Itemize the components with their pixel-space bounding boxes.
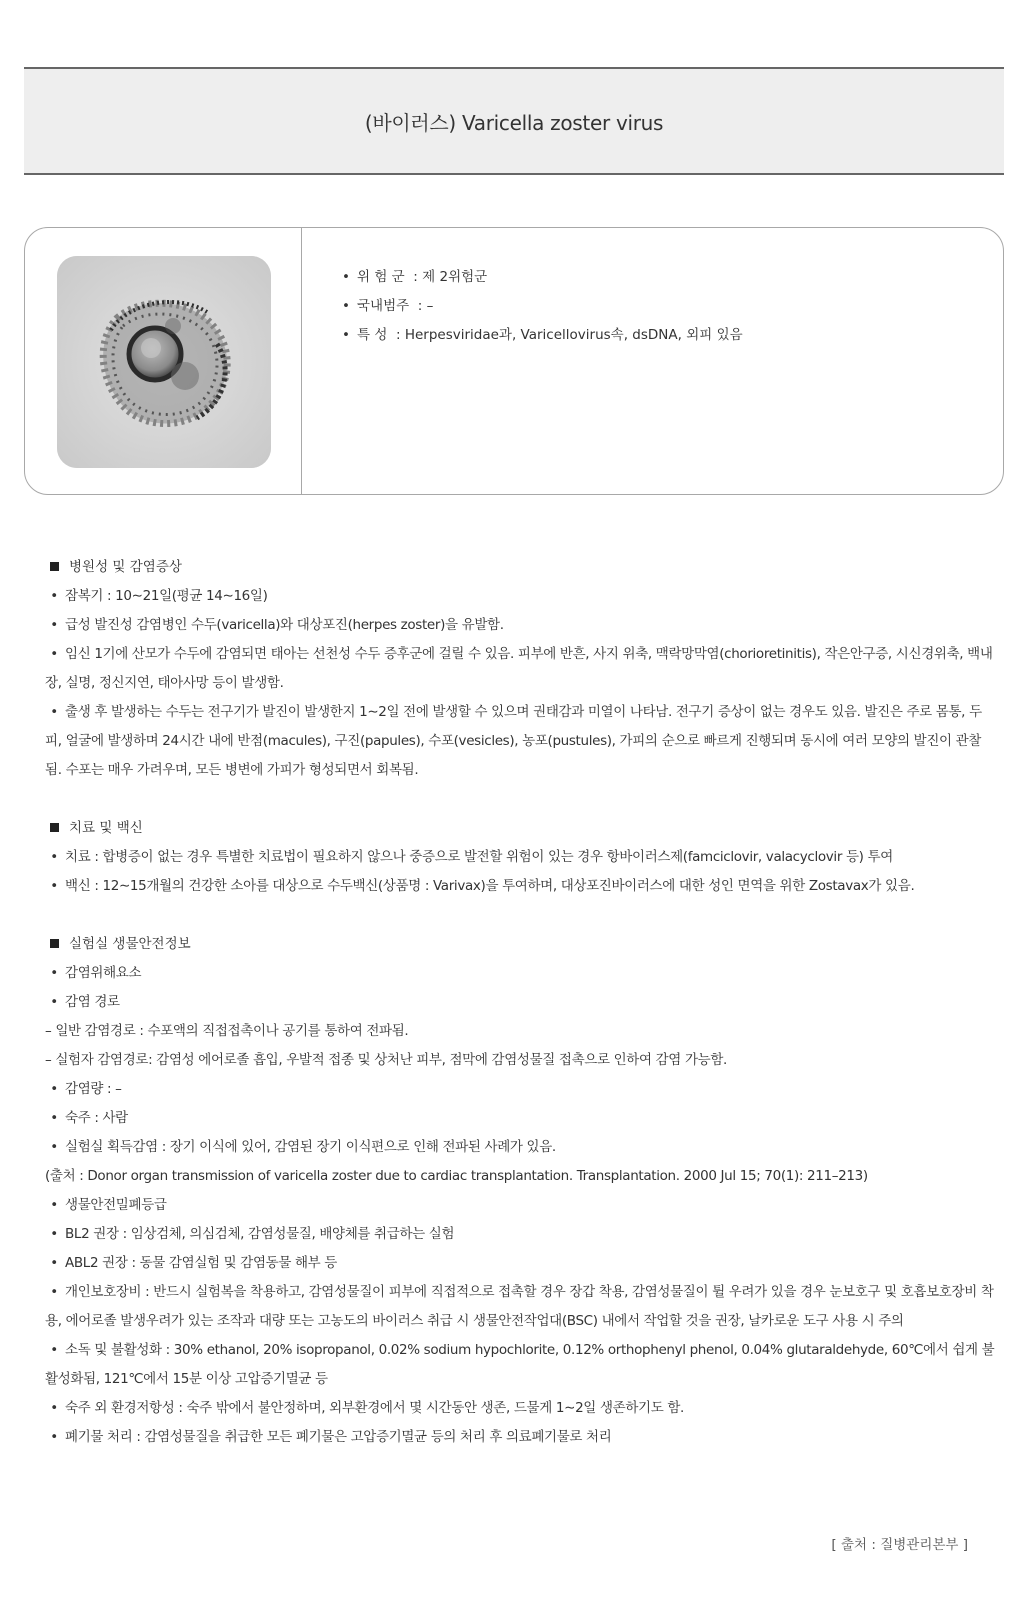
list-item bbox=[45, 1336, 995, 1394]
bullet-icon: • bbox=[342, 269, 350, 285]
summary-value: 제 2위험군 bbox=[422, 269, 488, 285]
bullet-icon: • bbox=[342, 327, 350, 343]
bullet-icon: • bbox=[50, 1226, 58, 1242]
bullet-icon: • bbox=[50, 1255, 58, 1271]
summary-characteristics: • 특 성 : Herpesviridae과, Varicellovirus속, dsDNA, 외피 있음 bbox=[335, 321, 743, 350]
item-text: 잠복기 : 10∼21일(평균 14∼16일) bbox=[65, 588, 268, 604]
content bbox=[45, 553, 995, 1452]
item-text: 치료 : 합병증이 없는 경우 특별한 치료법이 필요하지 않으나 중증으로 발전할 위험이 있는 경우 항바이러스제(famciclovir, valacyclovir 등) 투여 bbox=[65, 849, 893, 865]
bullet-icon: • bbox=[50, 1342, 58, 1358]
item-text: – 일반 감염경로 : 수포액의 직접접촉이나 공기를 통하여 전파됨. bbox=[45, 1023, 409, 1039]
summary-value: Herpesviridae과, Varicellovirus속, dsDNA, 외피 있음 bbox=[404, 327, 743, 343]
item-text: 실험실 획득감염 : 장기 이식에 있어, 감염된 장기 이식편으로 인해 전파된 사례가 있음. bbox=[65, 1139, 556, 1155]
bullet-icon: • bbox=[50, 1429, 58, 1445]
item-text: 감염위해요소 bbox=[65, 965, 142, 981]
item-text: 임신 1기에 산모가 수두에 감염되면 태아는 선천성 수두 증후군에 걸릴 수 있음. 피부에 반흔, 사지 위축, 맥락망막염(chorioretinitis), 작은안구증, 시신경위축, 백내장, 실명, 정신지연, 태아사망 등이 발생함. bbox=[45, 646, 993, 691]
list-item bbox=[45, 1017, 995, 1046]
bullet-icon: • bbox=[50, 617, 58, 633]
item-text: 백신 : 12∼15개월의 건강한 소아를 대상으로 수두백신(상품명 : Varivax)을 투여하며, 대상포진바이러스에 대한 성인 면역을 위한 Zostavax가 있음. bbox=[65, 878, 915, 894]
section-title-text: 병원성 및 감염증상 bbox=[69, 559, 182, 575]
bullet-icon: • bbox=[50, 1197, 58, 1213]
list-item bbox=[45, 1133, 995, 1162]
summary-risk-group: • 위 험 군 : 제 2위험군 bbox=[335, 263, 743, 292]
section-title-text: 실험실 생물안전정보 bbox=[69, 936, 191, 952]
bullet-icon: • bbox=[50, 588, 58, 604]
item-text: 숙주 : 사람 bbox=[65, 1110, 128, 1126]
bullet-icon: • bbox=[50, 1110, 58, 1126]
square-bullet-icon bbox=[50, 562, 59, 571]
list-item bbox=[45, 843, 995, 872]
list-item bbox=[45, 611, 995, 640]
card-divider bbox=[301, 228, 302, 494]
summary-card bbox=[24, 227, 1004, 495]
item-text: 급성 발진성 감염병인 수두(varicella)와 대상포진(herpes zoster)을 유발함. bbox=[65, 617, 504, 633]
list-item bbox=[45, 1423, 995, 1452]
list-item bbox=[45, 1046, 995, 1075]
square-bullet-icon bbox=[50, 939, 59, 948]
page-title: (바이러스) Varicella zoster virus bbox=[364, 110, 664, 135]
item-text: – 실험자 감염경로: 감염성 에어로졸 흡입, 우발적 접종 및 상처난 피부, 점막에 감염성물질 접촉으로 인하여 감염 가능함. bbox=[45, 1052, 727, 1068]
bullet-icon: • bbox=[50, 849, 58, 865]
bullet-icon: • bbox=[50, 646, 58, 662]
list-item bbox=[45, 1249, 995, 1278]
bullet-icon: • bbox=[50, 1400, 58, 1416]
list-item bbox=[45, 1394, 995, 1423]
virus-micrograph bbox=[57, 256, 271, 468]
bullet-icon: • bbox=[50, 704, 58, 720]
list-item bbox=[45, 988, 995, 1017]
list-item bbox=[45, 1191, 995, 1220]
item-text: 폐기물 처리 : 감염성물질을 취급한 모든 폐기물은 고압증기멸균 등의 처리 후 의료폐기물로 처리 bbox=[65, 1429, 612, 1445]
title-band bbox=[24, 67, 1004, 175]
list-item bbox=[45, 582, 995, 611]
bullet-icon: • bbox=[342, 298, 350, 314]
section-title-pathogenicity bbox=[45, 553, 995, 582]
list-item bbox=[45, 1075, 995, 1104]
item-text: ABL2 권장 : 동물 감염실험 및 감염동물 해부 등 bbox=[65, 1255, 337, 1271]
list-item bbox=[45, 698, 995, 785]
item-text: 숙주 외 환경저항성 : 숙주 밖에서 불안정하며, 외부환경에서 몇 시간동안 생존, 드물게 1∼2일 생존하기도 함. bbox=[65, 1400, 684, 1416]
list-item bbox=[45, 1162, 995, 1191]
bullet-icon: • bbox=[50, 878, 58, 894]
bullet-icon: • bbox=[50, 1081, 58, 1097]
item-text: 소독 및 불활성화 : 30% ethanol, 20% isopropanol, 0.02% sodium hypochlorite, 0.12% orthophenyl phenol, 0.04% glutaraldehyde, 60℃에서 쉽게 불활성화됨, 121℃에서 15분 이상 고압증기멸균 등 bbox=[45, 1342, 995, 1387]
item-text: BL2 권장 : 임상검체, 의심검체, 감염성물질, 배양체를 취급하는 실험 bbox=[65, 1226, 455, 1242]
list-item bbox=[45, 640, 995, 698]
list-item bbox=[45, 1104, 995, 1133]
bullet-icon: • bbox=[50, 965, 58, 981]
item-text: 감염량 : – bbox=[65, 1081, 122, 1097]
list-item bbox=[45, 1220, 995, 1249]
bullet-icon: • bbox=[50, 1139, 58, 1155]
item-text: 개인보호장비 : 반드시 실험복을 착용하고, 감염성물질이 피부에 직접적으로 접촉할 경우 장갑 착용, 감염성물질이 튈 우려가 있을 경우 눈보호구 및 호흡보호장비 착용, 에어로졸 발생우려가 있는 조작과 대량 또는 고농도의 바이러스 취급 시 생물안전작업대(BSC) 내에서 작업할 것을 권장, 날카로운 도구 사용 시 주의 bbox=[45, 1284, 994, 1329]
source-footer: [ 출처 : 질병관리본부 ] bbox=[831, 1537, 968, 1553]
item-text: 출생 후 발생하는 수두는 전구기가 발진이 발생한지 1∼2일 전에 발생할 수 있으며 권태감과 미열이 나타남. 전구기 증상이 없는 경우도 있음. 발진은 주로 몸통, 두피, 얼굴에 발생하며 24시간 내에 반점(macules), 구진(papules), 수포(vesicles), 농포(pustules), 가피의 순으로 빠르게 진행되며 동시에 여러 모양의 발진이 관찰됨. 수포는 매우 가려우며, 모든 병변에 가피가 형성되면서 회복됨. bbox=[45, 704, 982, 778]
bullet-icon: • bbox=[50, 994, 58, 1010]
item-text: (출처 : Donor organ transmission of varicella zoster due to cardiac transplantation. Transplantation. 2000 Jul 15; 70(1): 211–213) bbox=[45, 1168, 868, 1184]
list-item bbox=[45, 872, 995, 901]
section-title-treatment bbox=[45, 814, 995, 843]
summary-label: 위 험 군 bbox=[357, 269, 405, 285]
summary-label: 특 성 bbox=[357, 327, 388, 343]
list-item bbox=[45, 1278, 995, 1336]
summary-value: – bbox=[426, 298, 434, 314]
list-item bbox=[45, 959, 995, 988]
square-bullet-icon bbox=[50, 823, 59, 832]
item-text: 생물안전밀폐등급 bbox=[65, 1197, 167, 1213]
summary-domestic-category: • 국내범주 : – bbox=[335, 292, 743, 321]
item-text: 감염 경로 bbox=[65, 994, 120, 1010]
summary-list bbox=[335, 263, 743, 350]
section-title-text: 치료 및 백신 bbox=[69, 820, 143, 836]
bullet-icon: • bbox=[50, 1284, 58, 1300]
section-title-biosafety bbox=[45, 930, 995, 959]
summary-label: 국내범주 bbox=[357, 298, 410, 314]
